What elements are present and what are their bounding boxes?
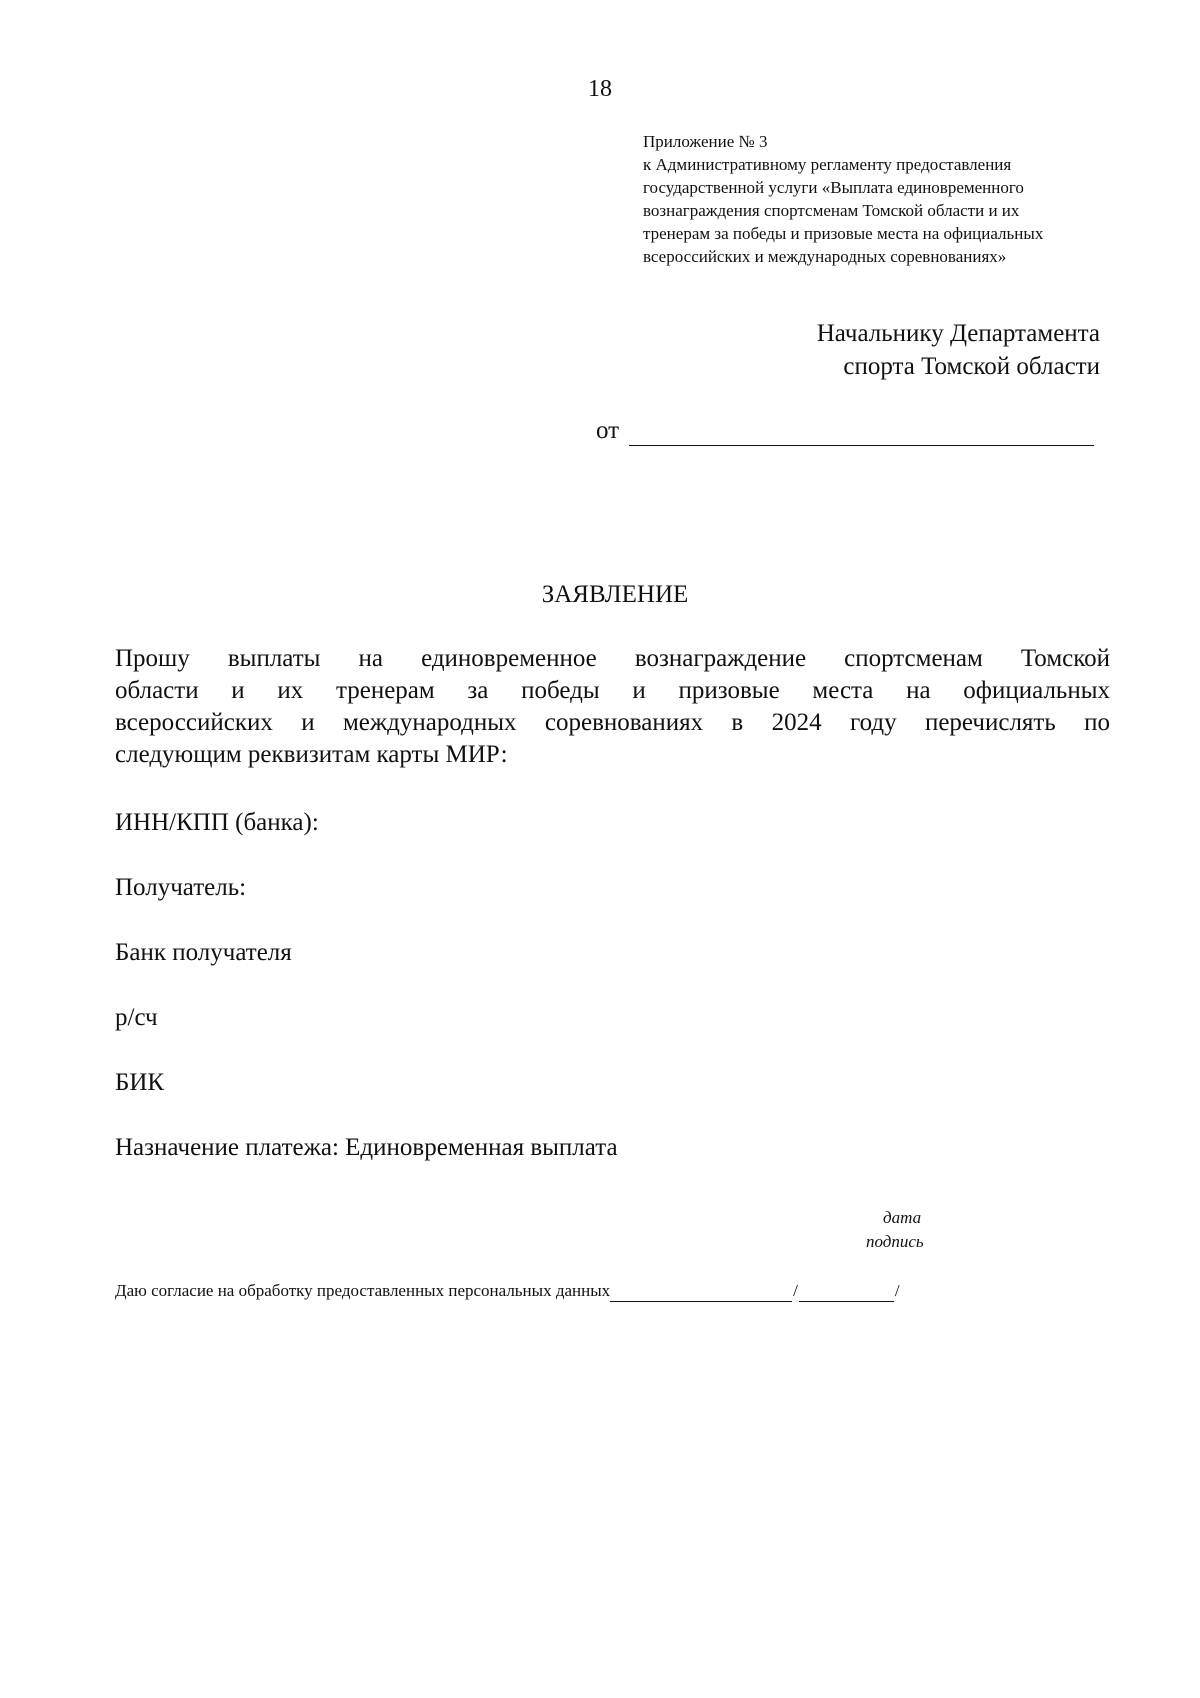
appendix-line: тренерам за победы и призовые места на официальных <box>643 224 1044 243</box>
consent-signature-blank[interactable] <box>610 1283 792 1302</box>
application-body <box>115 643 1110 771</box>
field-payment-purpose: Назначение платежа: Единовременная выплата <box>115 1134 618 1161</box>
consent-date-blank[interactable] <box>799 1283 894 1302</box>
consent-line <box>115 1280 901 1302</box>
field-bank: Банк получателя <box>115 939 292 966</box>
page-number: 18 <box>588 76 612 102</box>
addressee-line: Начальнику Департамента <box>816 320 1100 347</box>
field-bik: БИК <box>115 1069 165 1096</box>
body-line: области и их тренерам за победы и призовые места на официальных <box>115 677 1110 704</box>
consent-text: Даю согласие на обработку предоставленных персональных данных <box>115 1281 611 1300</box>
consent-separator: / <box>793 1281 798 1300</box>
appendix-line: вознаграждения спортсменам Томской области и их <box>643 201 1020 220</box>
body-line: всероссийских и международных соревнованиях в 2024 году перечислять по <box>115 709 1110 736</box>
consent-separator: / <box>894 1281 900 1300</box>
from-name-blank[interactable] <box>629 421 1094 446</box>
appendix-line: государственной услуги «Выплата единовременного <box>643 178 1024 197</box>
field-account: р/сч <box>115 1004 158 1031</box>
field-inn-kpp: ИНН/КПП (банка): <box>115 809 319 836</box>
addressee-line: спорта Томской области <box>843 353 1100 380</box>
body-line: Прошу выплаты на единовременное вознаграждение спортсменам Томской <box>115 645 1110 672</box>
appendix-header <box>643 130 1163 268</box>
from-label: от <box>596 417 620 444</box>
field-recipient: Получатель: <box>115 874 247 901</box>
addressee-block <box>817 317 1100 383</box>
body-line: следующим реквизитам карты МИР: <box>115 741 508 768</box>
signature-caption: подпись <box>866 1232 924 1251</box>
from-line <box>596 416 1094 446</box>
appendix-line: к Административному регламенту предоставления <box>643 155 1012 174</box>
appendix-line: всероссийских и международных соревнованиях» <box>643 247 1007 266</box>
document-title: ЗАЯВЛЕНИЕ <box>541 581 689 608</box>
appendix-line: Приложение № 3 <box>643 132 768 151</box>
date-caption: дата <box>883 1208 922 1227</box>
